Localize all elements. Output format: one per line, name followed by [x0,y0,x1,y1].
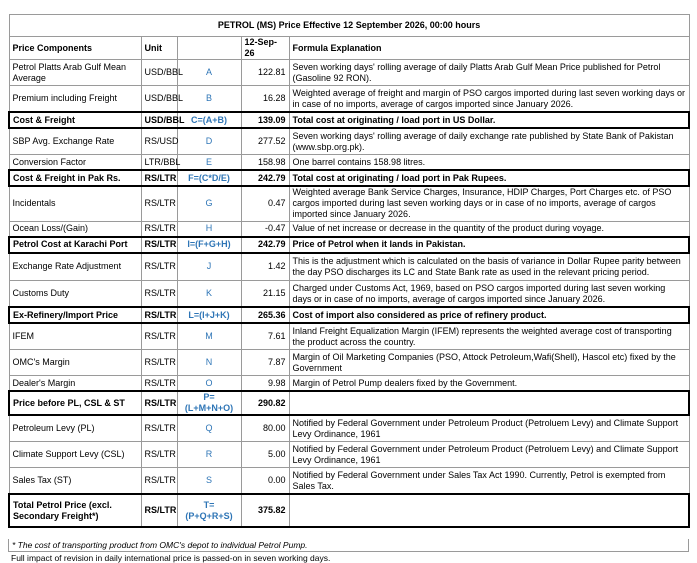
row-explanation: Notified by Federal Government under Petroleum Product (Petroluem Levy) and Climate Support Levy Ordinance, 1961 [289,442,689,468]
row-ref: L=(I+J+K) [177,307,241,323]
table-row [9,253,689,281]
row-component: Petrol Cost at Karachi Port [9,237,141,253]
row-component: Sales Tax (ST) [9,468,141,495]
row-value: 9.98 [241,376,289,392]
table-row-subtotal [9,391,689,415]
table-row [9,415,689,442]
row-explanation: Value of net increase or decrease in the quantity of the product during voyage. [289,221,689,237]
row-ref: G [177,186,241,221]
row-explanation: This is the adjustment which is calculated on the basis of variance in Dollar Rupee parity between the day PSO discharges its LC and State Bank rate as used in the relevant pricing period. [289,253,689,281]
row-ref: K [177,281,241,308]
row-component: Exchange Rate Adjustment [9,253,141,281]
table-row [9,323,689,350]
row-unit: RS/LTR [141,237,177,253]
row-unit: RS/LTR [141,281,177,308]
row-component: Petrol Platts Arab Gulf Mean Average [9,60,141,86]
row-component: Cost & Freight [9,112,141,128]
table-row [9,60,689,86]
table-row [9,442,689,468]
row-component: Petroleum Levy (PL) [9,415,141,442]
row-explanation: Cost of import also considered as price of refinery product. [289,307,689,323]
row-component: Customs Duty [9,281,141,308]
row-ref: J [177,253,241,281]
table-row [9,221,689,237]
header-formula-explanation: Formula Explanation [289,37,689,60]
row-unit: RS/LTR [141,307,177,323]
row-unit: USD/BBL [141,60,177,86]
row-unit: RS/LTR [141,170,177,186]
row-explanation [289,391,689,415]
row-value: 122.81 [241,60,289,86]
row-value: 139.09 [241,112,289,128]
row-value: 0.00 [241,468,289,495]
row-explanation: Total cost at originating / load port in US Dollar. [289,112,689,128]
row-ref: P=(L+M+N+O) [177,391,241,415]
row-component: Total Petrol Price (excl. Secondary Freight*) [9,494,141,527]
table-row [9,376,689,392]
row-ref: T=(P+Q+R+S) [177,494,241,527]
row-explanation: Weighted average Bank Service Charges, Insurance, HDIP Charges, Port Charges etc. of PSO cargos imported during last seven working days or in case of no imports, average of cargos imported since January 2026. [289,186,689,221]
table-row-subtotal [9,307,689,323]
row-value: 0.47 [241,186,289,221]
table-row-subtotal [9,112,689,128]
row-value: 290.82 [241,391,289,415]
row-ref: H [177,221,241,237]
row-value: 7.87 [241,350,289,376]
impact-note: Full impact of revision in daily international price is passed-on in seven working days. [11,553,331,563]
row-component: Incidentals [9,186,141,221]
row-unit: RS/LTR [141,468,177,495]
header-ref [177,37,241,60]
row-unit: RS/LTR [141,415,177,442]
table-row [9,128,689,155]
row-unit: RS/LTR [141,391,177,415]
row-unit: RS/LTR [141,494,177,527]
row-ref: B [177,86,241,113]
row-ref: C=(A+B) [177,112,241,128]
row-explanation: One barrel contains 158.98 litres. [289,155,689,171]
table-row-subtotal [9,170,689,186]
row-unit: USD/BBL [141,112,177,128]
table-row [9,468,689,495]
row-value: 277.52 [241,128,289,155]
row-value: 5.00 [241,442,289,468]
table-row [9,281,689,308]
row-explanation: Inland Freight Equalization Margin (IFEM) represents the weighted average cost of transporting the product across the country. [289,323,689,350]
row-unit: RS/LTR [141,186,177,221]
row-ref: I=(F+G+H) [177,237,241,253]
row-explanation: Seven working days' rolling average of daily exchange rate published by State Bank of Pakistan (www.sbp.org.pk). [289,128,689,155]
row-value: 7.61 [241,323,289,350]
row-value: 158.98 [241,155,289,171]
row-unit: RS/USD [141,128,177,155]
table-row [9,186,689,221]
row-explanation: Weighted average of freight and margin of PSO cargos imported during last seven working days or in case of no imports, average of cargos imported since January 2026. [289,86,689,113]
row-ref: Q [177,415,241,442]
row-component: Ocean Loss/(Gain) [9,221,141,237]
row-value: 242.79 [241,237,289,253]
row-ref: O [177,376,241,392]
price-table [8,14,690,528]
row-unit: RS/LTR [141,323,177,350]
footnote: * The cost of transporting product from OMC's depot to individual Petrol Pump. [8,539,689,552]
row-component: Climate Support Levy (CSL) [9,442,141,468]
header-price-components: Price Components [9,37,141,60]
row-explanation: Price of Petrol when it lands in Pakistan. [289,237,689,253]
row-value: 242.79 [241,170,289,186]
row-value: 21.15 [241,281,289,308]
row-component: Premium including Freight [9,86,141,113]
row-value: 375.82 [241,494,289,527]
row-unit: RS/LTR [141,221,177,237]
row-component: SBP Avg. Exchange Rate [9,128,141,155]
row-component: Cost & Freight in Pak Rs. [9,170,141,186]
row-component: Conversion Factor [9,155,141,171]
row-value: 1.42 [241,253,289,281]
row-unit: RS/LTR [141,442,177,468]
row-unit: RS/LTR [141,350,177,376]
row-component: Price before PL, CSL & ST [9,391,141,415]
row-value: 16.28 [241,86,289,113]
header-date: 12-Sep-26 [241,37,289,60]
row-component: Dealer's Margin [9,376,141,392]
table-row [9,155,689,171]
row-component: OMC's Margin [9,350,141,376]
page-title: PETROL (MS) Price Effective 12 September 2026, 00:00 hours [9,15,689,37]
row-ref: F=(C*D/E) [177,170,241,186]
row-explanation: Margin of Petrol Pump dealers fixed by the Government. [289,376,689,392]
row-ref: D [177,128,241,155]
price-sheet [8,14,688,528]
row-explanation [289,494,689,527]
table-row [9,86,689,113]
row-component: Ex-Refinery/Import Price [9,307,141,323]
row-explanation: Notified by Federal Government under Petroleum Product (Petroluem Levy) and Climate Support Levy Ordinance, 1961 [289,415,689,442]
row-value: 80.00 [241,415,289,442]
row-explanation: Seven working days' rolling average of daily Platts Arab Gulf Mean Price published for Petrol (Gasoline 92 RON). [289,60,689,86]
table-row [9,350,689,376]
row-ref: M [177,323,241,350]
header-unit: Unit [141,37,177,60]
row-ref: S [177,468,241,495]
table-row-total [9,494,689,527]
row-unit: LTR/BBL [141,155,177,171]
row-explanation: Charged under Customs Act, 1969, based on PSO cargos imported during last seven working days or in case of no imports, average of cargos imported since January 2026. [289,281,689,308]
row-value: -0.47 [241,221,289,237]
row-ref: N [177,350,241,376]
table-header-row [9,37,689,60]
row-ref: E [177,155,241,171]
table-row-subtotal [9,237,689,253]
row-unit: RS/LTR [141,376,177,392]
row-ref: R [177,442,241,468]
row-explanation: Margin of Oil Marketing Companies (PSO, Attock Petroleum,Wafi(Shell), Hascol etc) fixed by the Government [289,350,689,376]
row-component: IFEM [9,323,141,350]
row-unit: RS/LTR [141,253,177,281]
row-unit: USD/BBL [141,86,177,113]
row-explanation: Total cost at originating / load port in Pak Rupees. [289,170,689,186]
row-value: 265.36 [241,307,289,323]
row-ref: A [177,60,241,86]
row-explanation: Notified by Federal Government under Sales Tax Act 1990. Currently, Petrol is exempted from Sales Tax. [289,468,689,495]
